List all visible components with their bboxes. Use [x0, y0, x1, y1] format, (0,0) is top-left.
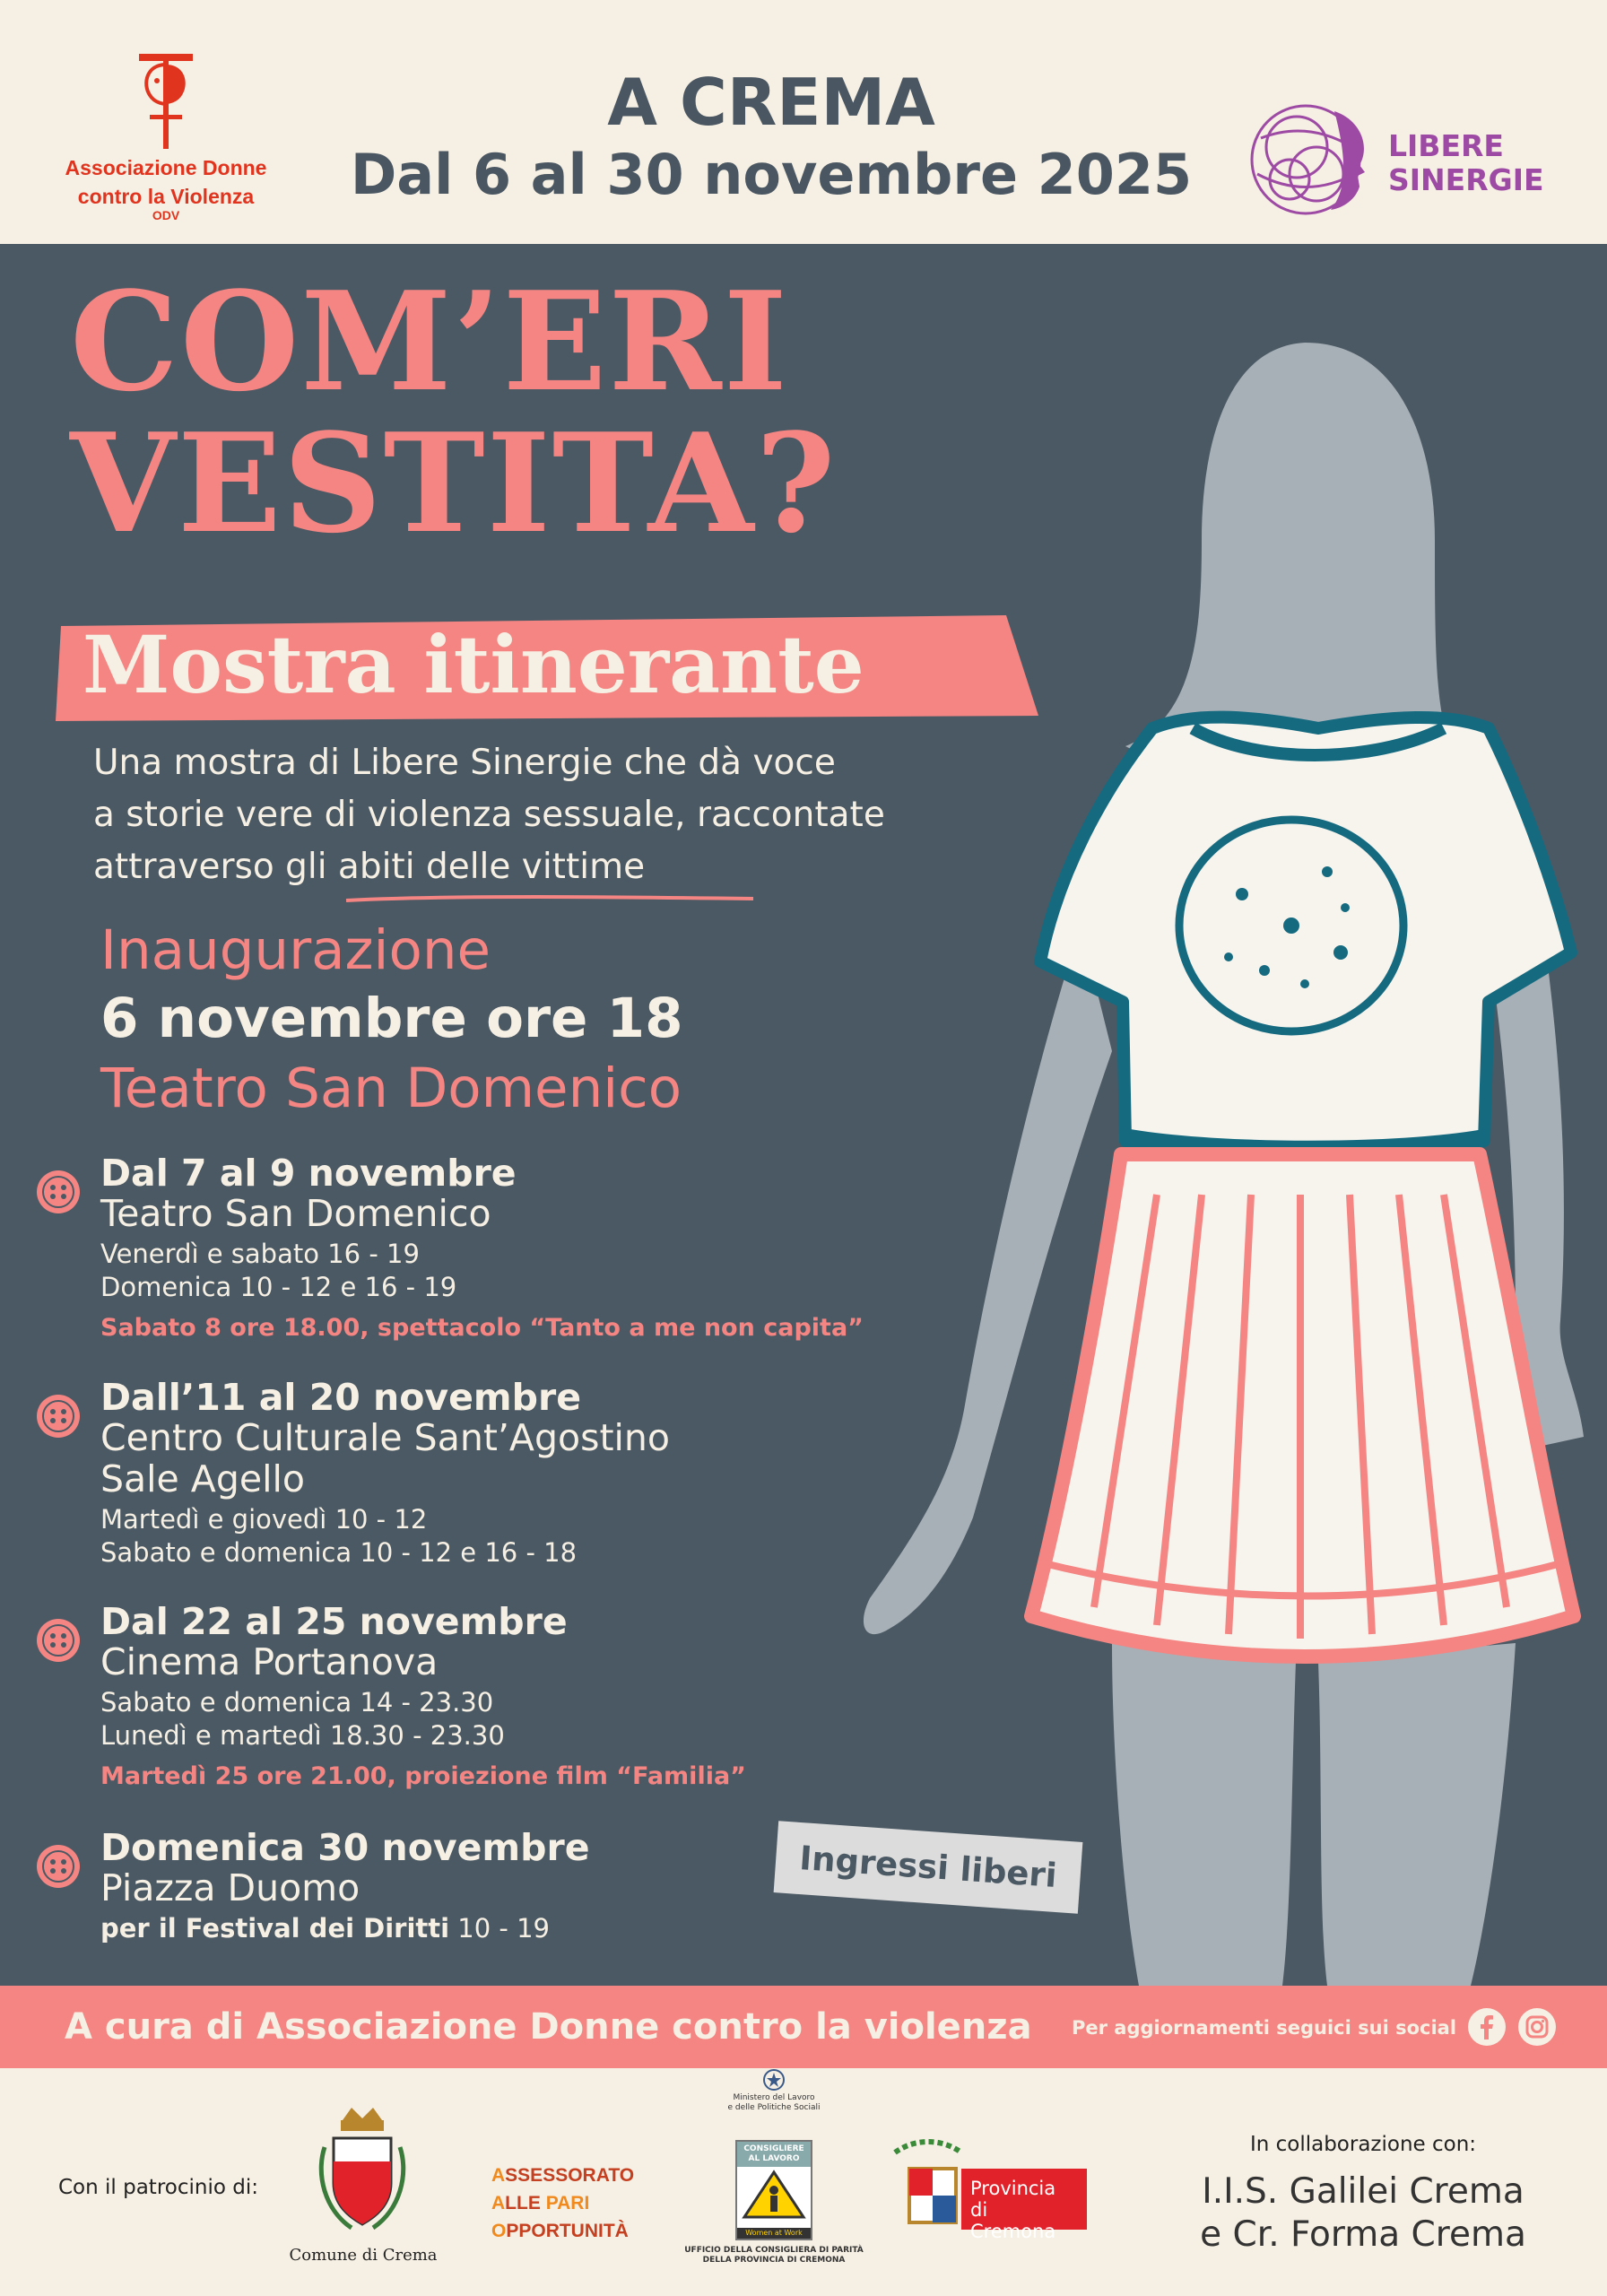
- header-dates: Dal 6 al 30 novembre 2025: [350, 142, 1193, 207]
- org-name-line1: Associazione Donne: [65, 156, 267, 179]
- footer: [0, 2068, 1607, 2296]
- event-dates: Dal 7 al 9 novembre: [100, 1152, 517, 1195]
- button-icon: [36, 1394, 81, 1439]
- event-hours: Lunedì e martedì 18.30 - 23.30: [100, 1720, 505, 1751]
- event-hours: per il Festival dei Diritti 10 - 19: [100, 1913, 550, 1944]
- ministero-caption: Ministero del Lavoro e delle Politiche Sociali: [727, 2093, 821, 2112]
- event-item: [36, 1600, 977, 1790]
- event-item: [36, 1152, 977, 1342]
- event-hours: Martedì e giovedì 10 - 12: [100, 1504, 428, 1535]
- header-city: A CREMA: [607, 65, 935, 140]
- social-text: Per aggiornamenti seguici sui social: [1072, 2017, 1457, 2039]
- patronage-label: Con il patrocinio di:: [58, 2176, 258, 2199]
- event-dates: Domenica 30 novembre: [100, 1826, 590, 1869]
- event-hours: Sabato e domenica 10 - 12 e 16 - 18: [100, 1537, 578, 1568]
- curated-by-text: A cura di Associazione Donne contro la violenza: [65, 2006, 1032, 2048]
- org-name-line3: ODV: [152, 208, 180, 222]
- event-place: Piazza Duomo: [100, 1866, 360, 1909]
- description-line: a storie vere di violenza sessuale, raccontate: [93, 795, 885, 835]
- event-dates: Dall’11 al 20 novembre: [100, 1376, 582, 1419]
- button-icon: [36, 1844, 81, 1889]
- org-name-line2: contro la Violenza: [77, 185, 255, 208]
- description-underline: [344, 891, 757, 906]
- description-line: attraverso gli abiti delle vittime: [93, 847, 646, 887]
- button-icon: [36, 1618, 81, 1663]
- instagram-icon[interactable]: [1517, 2007, 1557, 2047]
- event-place: Sale Agello: [100, 1457, 305, 1500]
- consigliere-footer-text: Women at Work: [737, 2228, 811, 2239]
- exhibition-title: COM’ERI VESTITA?: [70, 261, 838, 563]
- comune-crema-caption: Comune di Crema: [289, 2246, 438, 2265]
- libere-sinergie-icon: [1245, 93, 1379, 228]
- libere-sinergie-logo: [1245, 93, 1568, 228]
- collaborator-name: I.I.S. Galilei Crema: [1202, 2171, 1524, 2212]
- facebook-icon[interactable]: [1467, 2007, 1507, 2047]
- org-logo: [49, 52, 282, 231]
- description: [93, 737, 1044, 893]
- italian-emblem-icon: [759, 2068, 789, 2092]
- consigliere-title: CONSIGLIERE AL LAVORO: [737, 2142, 811, 2167]
- header: [0, 0, 1607, 244]
- event-item: [36, 1376, 977, 1568]
- event-hours: Sabato e domenica 14 - 23.30: [100, 1687, 494, 1718]
- description-line: Una mostra di Libere Sinergie che dà voce: [93, 743, 836, 783]
- event-place: Centro Culturale Sant’Agostino: [100, 1416, 670, 1459]
- inauguration-label: Inaugurazione: [100, 918, 491, 982]
- curator-band: [0, 1986, 1607, 2068]
- free-entry-badge: Ingressi liberi: [774, 1821, 1083, 1914]
- event-special: Martedì 25 ore 21.00, proiezione film “Familia”: [100, 1762, 746, 1790]
- consigliere-caption: UFFICIO DELLA CONSIGLIERA DI PARITÀ DELLA PROVINCIA DI CREMONA: [684, 2246, 864, 2265]
- inauguration-place: Teatro San Domenico: [100, 1057, 682, 1120]
- consigliere-logo: [735, 2140, 812, 2240]
- collaborator-name: e Cr. Forma Crema: [1200, 2214, 1526, 2255]
- main-panel: [0, 244, 1607, 1986]
- assessorato-logo: ASSESSORATO ALLE PARI OPPORTUNITÀ: [491, 2165, 635, 2241]
- provincia-logo: Provincia di Cremona: [961, 2169, 1087, 2230]
- event-dates: Dal 22 al 25 novembre: [100, 1600, 568, 1643]
- event-special: Sabato 8 ore 18.00, spettacolo “Tanto a me non capita”: [100, 1314, 864, 1342]
- org-emblem-icon: [130, 52, 202, 151]
- subtitle: Mostra itinerante: [83, 618, 864, 711]
- event-place: Teatro San Domenico: [100, 1192, 491, 1235]
- subtitle-banner: [56, 610, 1042, 725]
- warning-sign-icon: [737, 2167, 811, 2221]
- event-hours: Venerdì e sabato 16 - 19: [100, 1239, 420, 1269]
- event-place: Cinema Portanova: [100, 1640, 439, 1683]
- inauguration-date: 6 novembre ore 18: [100, 987, 683, 1050]
- libere-sinergie-name: LIBERE SINERGIE: [1388, 128, 1544, 197]
- comune-crema-crest-icon: [316, 2102, 409, 2237]
- collaboration-label: In collaborazione con:: [1249, 2133, 1477, 2156]
- event-hours: Domenica 10 - 12 e 16 - 19: [100, 1272, 457, 1302]
- button-icon: [36, 1170, 81, 1214]
